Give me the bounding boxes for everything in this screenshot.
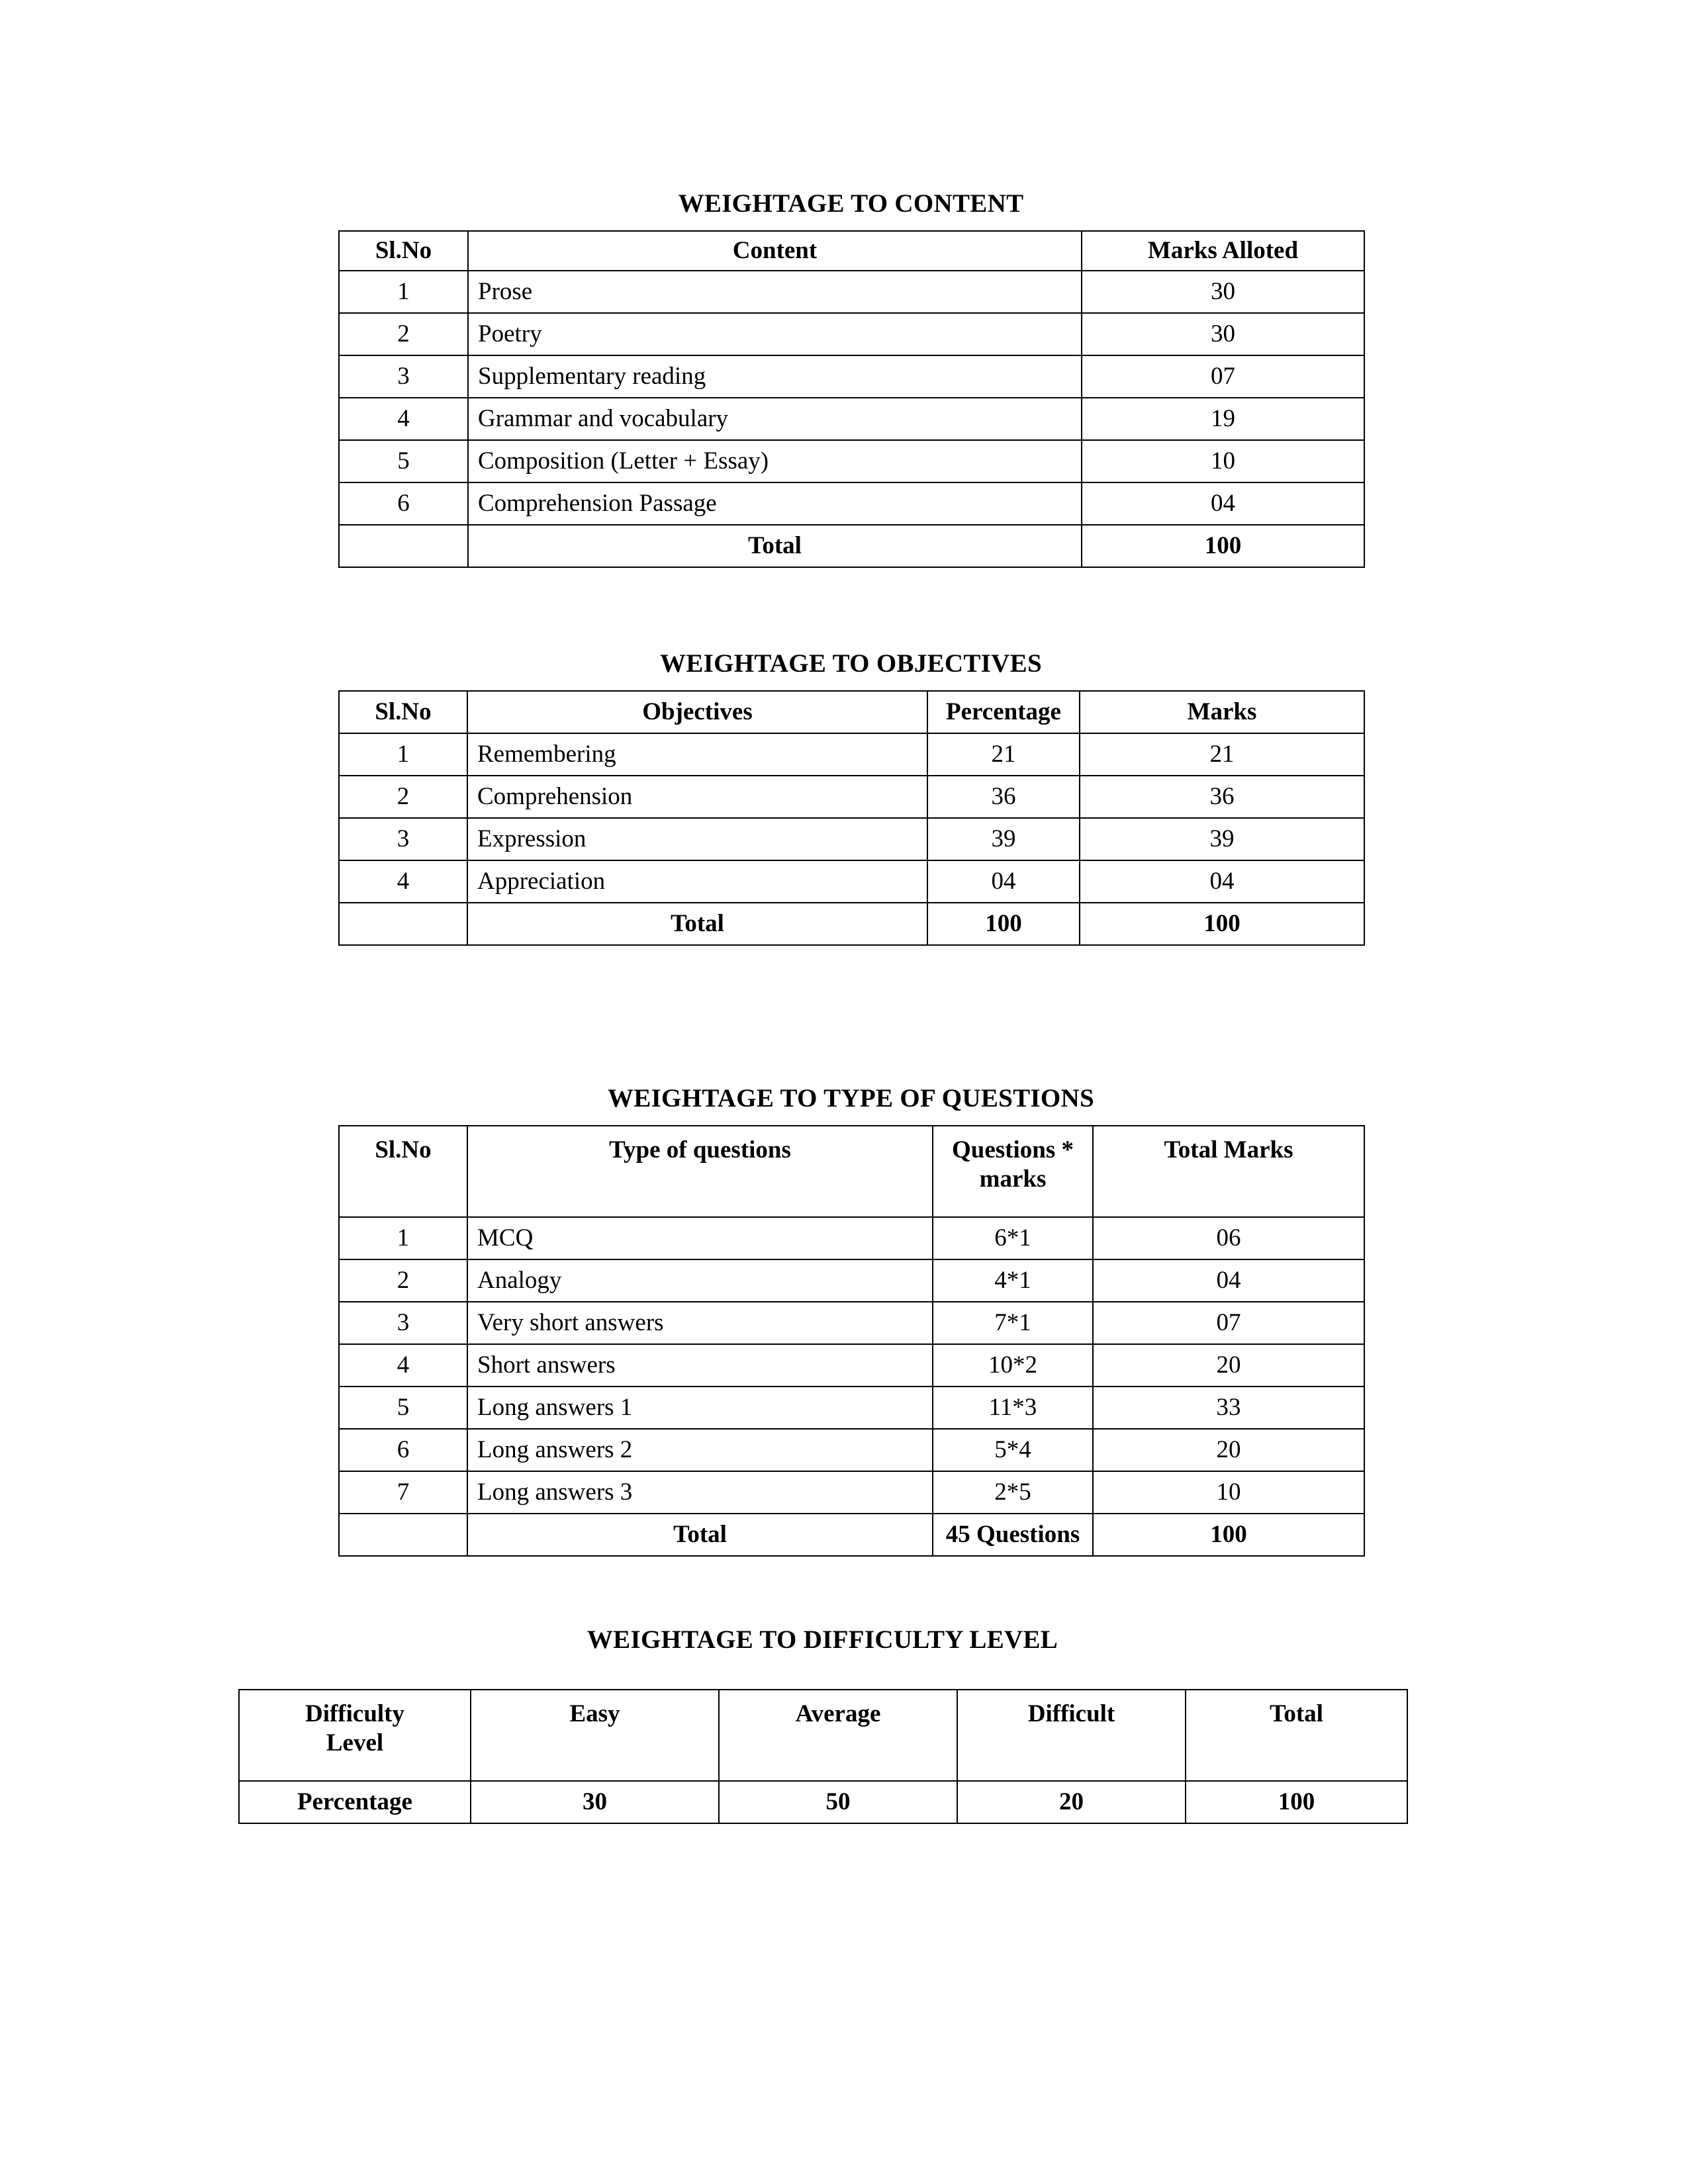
cell-slno: 4 [339,398,468,440]
table-row [339,1302,1364,1344]
table-header-row [339,691,1364,733]
table-row [339,1387,1364,1429]
column-header-percentage: Percentage [927,691,1080,733]
cell-marks: 19 [1082,398,1364,440]
cell-marks: 04 [1080,860,1364,903]
section-title-content: WEIGHTAGE TO CONTENT [678,189,1024,218]
cell-slno: 2 [339,1259,467,1302]
cell-marks: 10 [1082,440,1364,482]
column-header-total-marks: Total Marks [1093,1126,1364,1217]
cell-content: Comprehension Passage [468,482,1082,525]
cell-total-questions: 45 Questions [933,1514,1093,1556]
cell-content: Composition (Letter + Essay) [468,440,1082,482]
cell-slno: 3 [339,818,467,860]
cell-questions-times-marks: 2*5 [933,1471,1093,1514]
cell-total-marks: 07 [1093,1302,1364,1344]
cell-marks: 07 [1082,355,1364,398]
cell-questions-times-marks: 6*1 [933,1217,1093,1259]
cell-slno: 5 [339,1387,467,1429]
cell-question-type: MCQ [467,1217,933,1259]
cell-question-type: Long answers 3 [467,1471,933,1514]
cell-total-marks: 20 [1093,1429,1364,1471]
column-header-content: Content [468,231,1082,271]
table-row [339,860,1364,903]
cell-total-marks: 100 [1080,903,1364,945]
section-title-difficulty-level: WEIGHTAGE TO DIFFICULTY LEVEL [586,1625,1058,1654]
cell-slno: 2 [339,313,468,355]
table-row [339,1259,1364,1302]
column-header-type-of-questions: Type of questions [467,1126,933,1217]
table-row [339,1429,1364,1471]
cell-slno: 1 [339,733,467,776]
cell-percentage: 04 [927,860,1080,903]
cell-total-marks: 33 [1093,1387,1364,1429]
header-line-level: Level [326,1729,384,1756]
row-label-percentage: Percentage [239,1781,471,1823]
table-row [339,271,1364,313]
cell-percentage-difficult: 20 [957,1781,1186,1823]
cell-total-marks: 06 [1093,1217,1364,1259]
weightage-to-objectives-table [338,690,1365,946]
cell-slno: 2 [339,776,467,818]
cell-objective: Remembering [467,733,927,776]
table-total-row [339,903,1364,945]
cell-total-marks: 100 [1082,525,1364,567]
cell-slno: 1 [339,271,468,313]
cell-slno: 4 [339,860,467,903]
table-row [339,398,1364,440]
cell-total-marks: 10 [1093,1471,1364,1514]
cell-questions-times-marks: 5*4 [933,1429,1093,1471]
table-row [339,1344,1364,1387]
column-header-average: Average [719,1690,957,1781]
cell-percentage-total: 100 [1186,1781,1407,1823]
column-header-slno: Sl.No [339,1126,467,1217]
cell-questions-times-marks: 4*1 [933,1259,1093,1302]
table-row [339,776,1364,818]
cell-marks: 39 [1080,818,1364,860]
column-header-slno: Sl.No [339,231,468,271]
table-header-row [339,1126,1364,1217]
cell-percentage-easy: 30 [471,1781,719,1823]
column-header-difficult: Difficult [957,1690,1186,1781]
cell-marks: 30 [1082,271,1364,313]
column-header-marks: Marks [1080,691,1364,733]
column-header-difficulty-level [239,1690,471,1781]
cell-slno: 3 [339,1302,467,1344]
cell-questions-times-marks: 11*3 [933,1387,1093,1429]
column-header-total: Total [1186,1690,1407,1781]
table-row [339,482,1364,525]
weightage-to-type-of-questions-table [338,1125,1365,1557]
cell-slno: 7 [339,1471,467,1514]
header-line-marks: marks [979,1165,1047,1193]
table-row [339,818,1364,860]
cell-total-marks: 100 [1093,1514,1364,1556]
cell-total-marks: 20 [1093,1344,1364,1387]
cell-question-type: Short answers [467,1344,933,1387]
table-total-row [339,1514,1364,1556]
cell-question-type: Long answers 1 [467,1387,933,1429]
column-header-questions-times-marks [933,1126,1093,1217]
cell-total-label: Total [468,525,1082,567]
cell-marks: 21 [1080,733,1364,776]
cell-slno-empty [339,1514,467,1556]
table-row [339,1471,1364,1514]
cell-objective: Expression [467,818,927,860]
cell-percentage: 21 [927,733,1080,776]
cell-questions-times-marks: 10*2 [933,1344,1093,1387]
cell-total-percentage: 100 [927,903,1080,945]
cell-content: Supplementary reading [468,355,1082,398]
cell-total-marks: 04 [1093,1259,1364,1302]
header-line-difficulty: Difficulty [305,1700,405,1727]
cell-content: Grammar and vocabulary [468,398,1082,440]
weightage-to-difficulty-level-table [238,1689,1408,1824]
cell-slno: 5 [339,440,468,482]
cell-percentage-average: 50 [719,1781,957,1823]
table-row [339,733,1364,776]
section-title-objectives: WEIGHTAGE TO OBJECTIVES [660,649,1042,678]
table-header-row [239,1690,1407,1781]
table-total-row [339,525,1364,567]
cell-slno: 6 [339,482,468,525]
cell-percentage: 39 [927,818,1080,860]
cell-objective: Comprehension [467,776,927,818]
cell-total-label: Total [467,1514,933,1556]
cell-slno: 3 [339,355,468,398]
cell-total-label: Total [467,903,927,945]
cell-objective: Appreciation [467,860,927,903]
cell-slno-empty [339,525,468,567]
column-header-slno: Sl.No [339,691,467,733]
column-header-objectives: Objectives [467,691,927,733]
cell-marks: 30 [1082,313,1364,355]
cell-questions-times-marks: 7*1 [933,1302,1093,1344]
section-title-type-of-questions: WEIGHTAGE TO TYPE OF QUESTIONS [607,1084,1095,1113]
cell-marks: 36 [1080,776,1364,818]
cell-slno-empty [339,903,467,945]
cell-slno: 6 [339,1429,467,1471]
table-row [339,355,1364,398]
column-header-marks-alloted: Marks Alloted [1082,231,1364,271]
cell-slno: 1 [339,1217,467,1259]
table-row [239,1781,1407,1823]
cell-question-type: Very short answers [467,1302,933,1344]
cell-marks: 04 [1082,482,1364,525]
header-line-questions: Questions * [951,1136,1074,1163]
cell-content: Poetry [468,313,1082,355]
table-row [339,440,1364,482]
table-header-row [339,231,1364,271]
cell-content: Prose [468,271,1082,313]
weightage-to-content-table [338,230,1365,568]
column-header-easy: Easy [471,1690,719,1781]
cell-slno: 4 [339,1344,467,1387]
cell-question-type: Analogy [467,1259,933,1302]
table-row [339,1217,1364,1259]
cell-percentage: 36 [927,776,1080,818]
cell-question-type: Long answers 2 [467,1429,933,1471]
table-row [339,313,1364,355]
